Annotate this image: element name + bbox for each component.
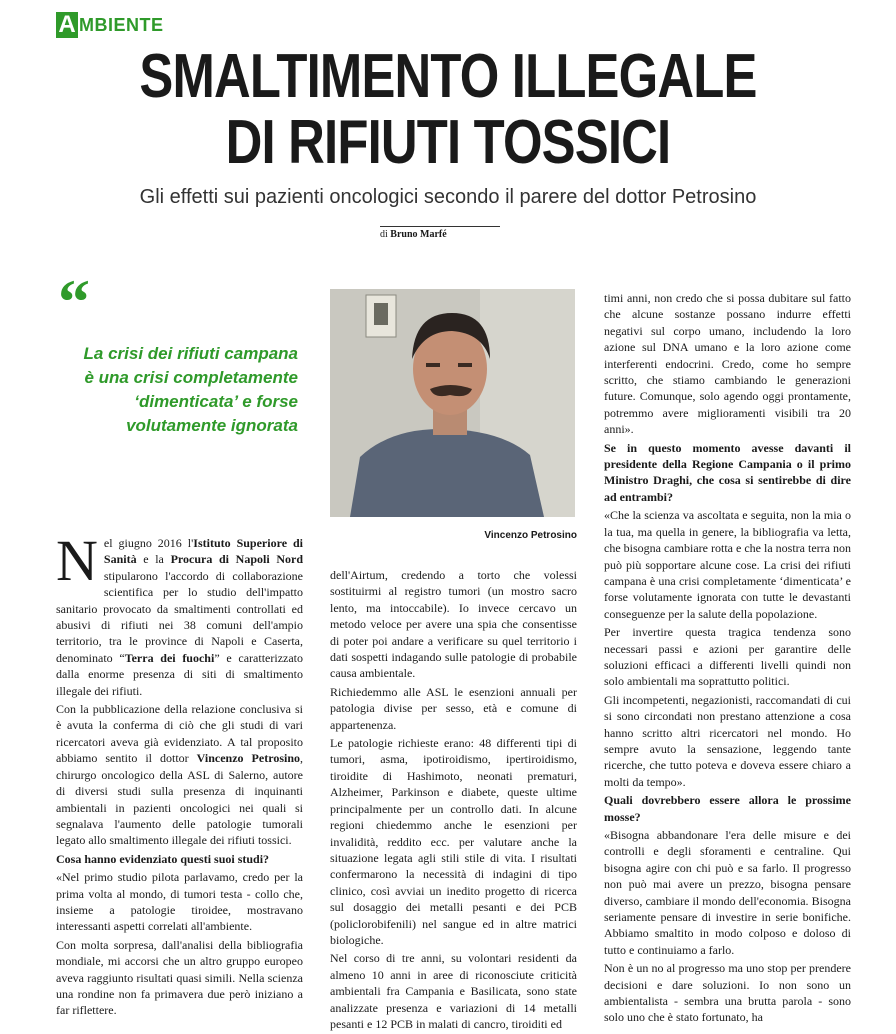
byline <box>380 226 500 240</box>
text: ” e caratterizzato dalla enorme presenza di siti di smaltimento illegale dei rifiuti. <box>56 650 304 698</box>
text: el giugno 2016 l' <box>103 536 194 550</box>
paragraph: Gli incompetenti, negazionisti, raccomandati di cui si sono circondati non prestano attenzione a cosa hanno scritto altri ricercatori nel mondo. Ho sempre avuto la sensazione, leggendo tante ricerche, che tutto poteva e doveva essere chiaro a molti da tempo». <box>604 692 851 789</box>
paragraph: «Che la scienza va ascoltata e seguita, non la mia o la tua, ma quella in genere, la bibliografia va letta, che bisogna cambiare rotta e che la nostra terra non può più sopportare alcune cose. La crisi dei rifiuti campana è una crisi completamente ‘dimenticata’ e forse volutamente ignorata con tutte le devastanti conseguenze per la salute della popolazione. <box>604 508 851 621</box>
section-initial: A <box>56 12 78 38</box>
paragraph: «Bisogna abbandonare l'era delle misure e dei controlli e degli sforamenti e centraline. Qui bisogna agire con chi può e sa farlo. Il progresso non può mai avere un prezzo, bisogna pensare diverso, cambiare il mondo dell'economia. Bisogna seriamente pensare di investire in serie bonifiche. Abbiamo smaltito in modo colposo e doloso di tutto e continuiamo a farlo. <box>604 828 851 957</box>
article-column-3 <box>604 290 851 1028</box>
portrait-illustration <box>330 289 575 517</box>
paragraph: Con molta sorpresa, dall'analisi della bibliografia mondiale, mi accorsi che un altro gruppo europeo aveva raggiunto risultati quasi simili. Nella scienza una rondine non fa primavera due però iniziano a far riflettere. <box>56 937 303 1018</box>
quote-mark-icon: “ <box>58 266 90 337</box>
headline-line-1: SMALTIMENTO ILLEGALE <box>139 42 757 111</box>
headline-line-2: DI RIFIUTI TOSSICI <box>225 108 671 177</box>
place-name: Terra dei fuochi <box>124 650 215 665</box>
interview-question: Se in questo momento avesse davanti il presidente della Regione Campania o il primo Ministro Draghi, che cosa si sentirebbe di dire ad entrambi? <box>604 440 851 504</box>
drop-cap: N <box>56 528 98 593</box>
paragraph <box>56 701 303 849</box>
headline <box>81 44 816 176</box>
paragraph: Richiedemmo alle ASL le esenzioni annuali per patologia divise per sesso, età e comune di appartenenza. <box>330 684 577 732</box>
paragraph <box>56 528 304 699</box>
paragraph: Non è un no al progresso ma uno stop per prendere decisioni e dare soluzioni. Io non sono un ambientalista - sembra una brutta parola - sono solo uno che è stato fortunato, ha <box>604 961 851 1025</box>
article-column-1 <box>56 528 304 1021</box>
article-column-2 <box>330 567 577 1034</box>
subtitle: Gli effetti sui pazienti oncologici secondo il parere del dottor Petrosino <box>139 186 757 208</box>
pull-quote: La crisi dei rifiuti campana è una crisi completamente ‘dimenticata’ e forse volutamente ignorata <box>83 344 298 435</box>
text: stipularono l'accordo di collaborazione scientifica per lo studio dell'impatto sanitario provocato da smaltimenti controllati ed abusivi di rifiuti nei 38 comuni dell'ampio territorio, tra le province di Napoli e Caserta, denominato “ <box>56 568 303 665</box>
portrait-photo <box>330 289 575 517</box>
byline-prefix: di <box>380 229 388 240</box>
paragraph: timi anni, non credo che si possa dubitare sul fatto che alcune sostanze possano indurre effetti negativi sul corpo umano, includendo la loro azione sul DNA umano e la loro azione come interferenti endocrini. Credo, come ho sempre scritto, che stiamo cambiando le generazioni future. Comunque, solo agendo oggi prontamente, potremmo avere miglioramenti visibili tra 20 anni». <box>604 291 851 437</box>
section-label: MBIENTE <box>79 14 164 35</box>
text: e la <box>136 552 171 567</box>
paragraph: Per invertire questa tragica tendenza sono necessari passi e azioni per garantire delle soluzioni efficaci a differenti livelli quindi non solo ambientali ma soprattutto politici. <box>604 625 851 689</box>
interview-question: Cosa hanno evidenziato questi suoi studi? <box>56 851 270 866</box>
paragraph: Le patologie richieste erano: 48 differenti tipi di tumori, asma, ipotiroidismo, ipertiroidismo, tiroidite di Hashimoto, neonati prematuri, Alzheimer, Parkinson e diabete, queste ultime principalmente per un controllo dati. In alcune regioni chiedemmo anche le esenzioni per invalidità, reddito ecc. per valutare anche la situazione legata agli stili stile di vita. I risultati confermarono la necessità di indagini di tipo clinico, così avviai un inedito progetto di ricerca sul dosaggio dei metalli pesanti e dei PCB (policlorobifenili) nel sangue ed in altre matrici biologiche. <box>330 736 577 947</box>
paragraph: «Nel primo studio pilota parlavamo, credo per la prima volta al mondo, di tumori testa - collo che, insieme a patologie tiroidee, mostravano interessanti aspetti correlati all'ambiente. <box>56 870 303 934</box>
person-name: Vincenzo Petrosino <box>196 751 300 766</box>
byline-author: Bruno Marfé <box>390 229 447 240</box>
interview-question: Quali dovrebbero essere allora le prossime mosse? <box>604 793 851 824</box>
org-name: Procura di Napoli Nord <box>170 552 303 567</box>
paragraph: Nel corso di tre anni, su volontari residenti da almeno 10 anni in aree di riconosciute criticità ambientali fra Campania e Basilicata, sono state analizzate presenza e variazioni di 14 metalli pesanti e 12 PCB in malati di cancro, tiroiditi ed <box>330 951 577 1031</box>
paragraph: dell'Airtum, credendo a torto che volessi sostituirmi al registro tumori (un mostro sacro lento, ma intoccabile). Io invece cercavo un metodo veloce per avere una spia che consentisse di poter poi andare a verificare su quel territorio i dati sospetti indagando sulle patologie di probabile causa ambientale. <box>330 568 577 681</box>
text: , chirurgo oncologico della ASL di Salerno, autore di diversi studi sulla presenza di inquinanti ambientali in pazienti oncologici nei quali si segnalava l'aumento delle patologie tumorali legato allo smaltimento illegale dei rifiuti tossici. <box>56 751 303 848</box>
section-tag <box>56 12 164 38</box>
text: Con la pubblicazione della relazione conclusiva si è avuta la conferma di ciò che gli studi di vari ricercatori aveva già evidenziato. A tal proposito abbiamo sentito il dottor <box>56 702 303 766</box>
photo-caption: Vincenzo Petrosino <box>484 530 577 541</box>
org-name: Istituto Superiore di Sanità <box>103 536 303 567</box>
